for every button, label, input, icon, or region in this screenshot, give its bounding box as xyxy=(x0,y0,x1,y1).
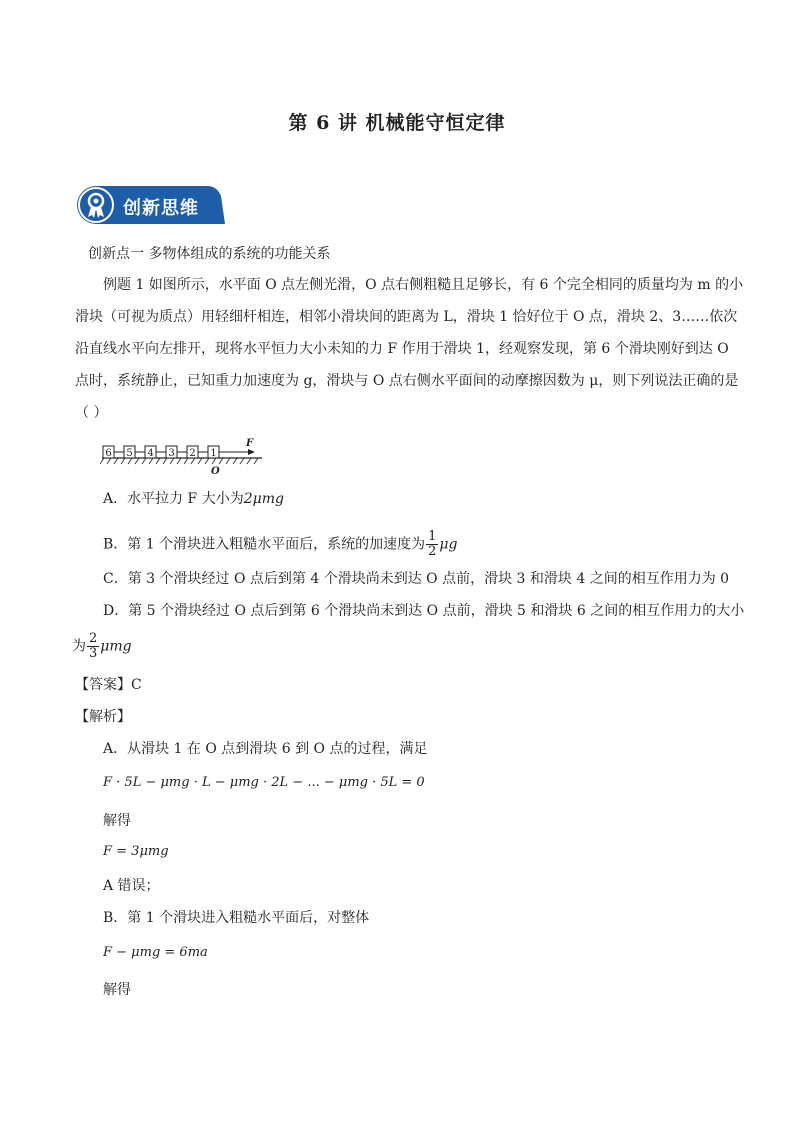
origin-label: O xyxy=(211,466,220,477)
block-2-label: 2 xyxy=(189,448,196,459)
option-b xyxy=(103,530,457,559)
problem-line-3: 沿直线水平向左排开，现将水平恒力大小未知的力 F 作用于滑块 1，经观察发现，第 6 个滑块刚好到达 O xyxy=(75,341,729,357)
option-b-formula: μg xyxy=(439,536,458,553)
option-b-fraction xyxy=(426,530,438,559)
problem-line-5: （ ） xyxy=(75,405,108,421)
option-b-text: B．第 1 个滑块进入粗糙水平面后，系统的加速度为 xyxy=(103,536,426,553)
solve-label-1: 解得 xyxy=(103,813,131,829)
fraction-denominator: 3 xyxy=(89,646,98,661)
equation-2: F = 3μmg xyxy=(103,844,169,859)
option-a-formula: 2μmg xyxy=(243,491,284,507)
block-5-label: 5 xyxy=(126,448,133,459)
option-a xyxy=(103,489,284,509)
option-d-fraction xyxy=(87,632,99,661)
option-d-prefix: 为 xyxy=(72,638,86,655)
banner-label: 创新思维 xyxy=(123,198,199,219)
problem-line-1: 例题 1 如图所示，水平面 O 点左侧光滑，O 点右侧粗糙且足够长，有 6 个完全相同的质量均为 m 的小 xyxy=(103,277,744,293)
problem-line-2: 滑块（可视为质点）用轻细杆相连，相邻小滑块间的距离为 L，滑块 1 恰好位于 O 点，滑块 2、3……依次 xyxy=(75,309,738,325)
block-4-label: 4 xyxy=(147,448,154,459)
section-heading: 创新点一 多物体组成的系统的功能关系 xyxy=(88,246,331,262)
block-6-label: 6 xyxy=(105,448,112,459)
solve-label-2: 解得 xyxy=(103,982,131,998)
equation-3: F − μmg = 6ma xyxy=(103,945,208,960)
answer-line: 【答案】C xyxy=(75,677,142,693)
option-a-text: A．水平拉力 F 大小为 xyxy=(103,491,244,507)
block-3-label: 3 xyxy=(168,448,175,459)
option-c: C．第 3 个滑块经过 O 点后到第 4 个滑块尚未到达 O 点前，滑块 3 和滑块 4 之间的相互作用力为 0 xyxy=(103,571,730,587)
problem-line-4: 点时，系统静止，已知重力加速度为 g，滑块与 O 点右侧水平面间的动摩擦因数为 μ，则下列说法正确的是 xyxy=(75,373,739,389)
equation-1: F · 5L − μmg · L − μmg · 2L − ... − μmg · 5L = 0 xyxy=(103,775,425,790)
analysis-label: 【解析】 xyxy=(75,709,131,725)
analysis-a-conclusion: A 错误； xyxy=(103,878,160,894)
block-1-label: 1 xyxy=(210,448,217,459)
option-d-line-1: D．第 5 个滑块经过 O 点后到第 6 个滑块尚未到达 O 点前，滑块 5 和滑块 6 之间的相互作用力的大小 xyxy=(103,603,745,619)
fraction-numerator: 1 xyxy=(428,529,437,544)
fraction-numerator: 2 xyxy=(89,631,98,646)
fraction-denominator: 2 xyxy=(428,544,437,559)
analysis-b-intro: B．第 1 个滑块进入粗糙水平面后，对整体 xyxy=(103,910,370,926)
option-d-line-2 xyxy=(72,632,132,661)
force-label: F xyxy=(246,438,254,449)
slider-diagram xyxy=(100,436,270,480)
analysis-a-intro: A．从滑块 1 在 O 点到滑块 6 到 O 点的过程，满足 xyxy=(103,741,428,757)
option-d-formula: μmg xyxy=(100,638,132,655)
page-title: 第 6 讲 机械能守恒定律 xyxy=(288,112,506,134)
